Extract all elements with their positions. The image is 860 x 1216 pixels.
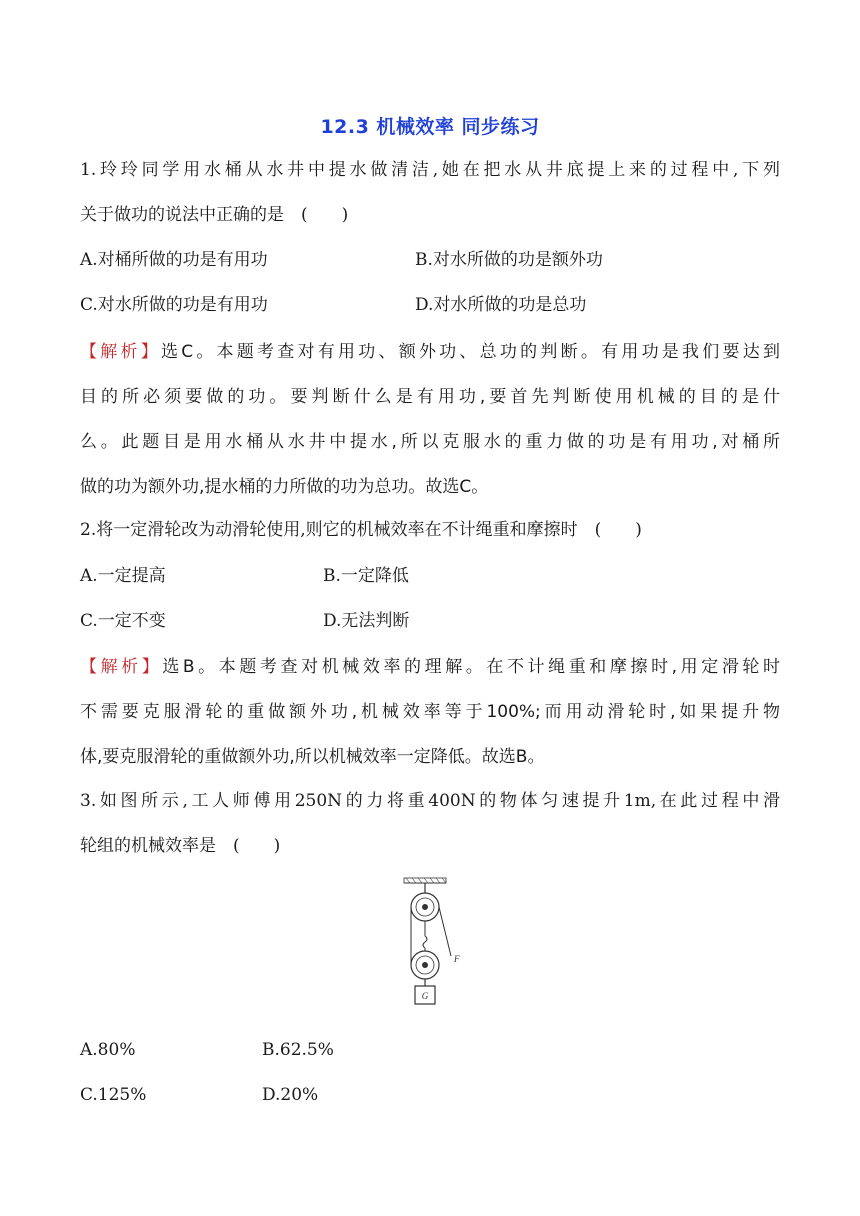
- q3-option-b: B.62.5%: [262, 1040, 334, 1060]
- q1-option-d: D.对水所做的功是总功: [415, 295, 587, 315]
- q1-analysis-line-1: [80, 340, 780, 364]
- q2-option-a: A.一定提高: [80, 566, 166, 586]
- q3-option-a: A.80%: [80, 1040, 136, 1060]
- q2-analysis-line-3: 体,要克服滑轮的重做额外功,所以机械效率一定降低。故选B。: [80, 747, 545, 767]
- q2-stem-line-1: 2.将一定滑轮改为动滑轮使用,则它的机械效率在不计绳重和摩擦时 ( ): [80, 520, 642, 540]
- q1-analysis-line-4: 做的功为额外功,提水桶的力所做的功为总功。故选C。: [80, 477, 489, 497]
- q1-option-b: B.对水所做的功是额外功: [415, 250, 603, 270]
- q2-analysis-tag: 【解析】: [80, 657, 163, 677]
- pulley-system-figure: [398, 876, 468, 1014]
- q2-analysis-text-1: 选B。本题考查对机械效率的理解。在不计绳重和摩擦时,用定滑轮时: [162, 657, 780, 677]
- q1-stem-line-2: 关于做功的说法中正确的是 ( ): [80, 205, 349, 225]
- q3-option-c: C.125%: [80, 1085, 147, 1105]
- q1-option-c: C.对水所做的功是有用功: [80, 295, 268, 315]
- q1-option-a: A.对桶所做的功是有用功: [80, 250, 268, 270]
- q2-option-d: D.无法判断: [323, 611, 410, 631]
- q2-option-c: C.一定不变: [80, 611, 166, 631]
- q3-stem-line-2: 轮组的机械效率是 ( ): [80, 836, 281, 856]
- weight-label: G: [421, 991, 429, 1001]
- force-label: F: [454, 954, 460, 964]
- q1-stem-line-1: 1.玲玲同学用水桶从水井中提水做清洁,她在把水从井底提上来的过程中,下列: [80, 160, 780, 180]
- q1-analysis-line-3: 么。此题目是用水桶从水井中提水,所以克服水的重力做的功是有用功,对桶所: [80, 432, 780, 452]
- q1-analysis-tag: 【解析】: [80, 342, 161, 362]
- fixed-pulley: [411, 893, 439, 921]
- movable-pulley: [411, 951, 439, 979]
- q2-analysis-line-2: 不需要克服滑轮的重做额外功,机械效率等于100%;而用动滑轮时,如果提升物: [80, 702, 780, 722]
- q1-analysis-line-2: 目的所必须要做的功。要判断什么是有用功,要首先判断使用机械的目的是什: [80, 387, 780, 407]
- q2-analysis-line-1: [80, 655, 780, 679]
- q3-option-d: D.20%: [262, 1085, 319, 1105]
- document-title: 12.3 机械效率 同步练习: [320, 116, 540, 138]
- q3-stem-line-1: 3.如图所示,工人师傅用250N的力将重400N的物体匀速提升1m,在此过程中滑: [80, 791, 780, 811]
- q1-analysis-text-1: 选C。本题考查对有用功、额外功、总功的判断。有用功是我们要达到: [160, 342, 781, 362]
- ceiling-hatch: [404, 878, 446, 883]
- q2-option-b: B.一定降低: [323, 566, 409, 586]
